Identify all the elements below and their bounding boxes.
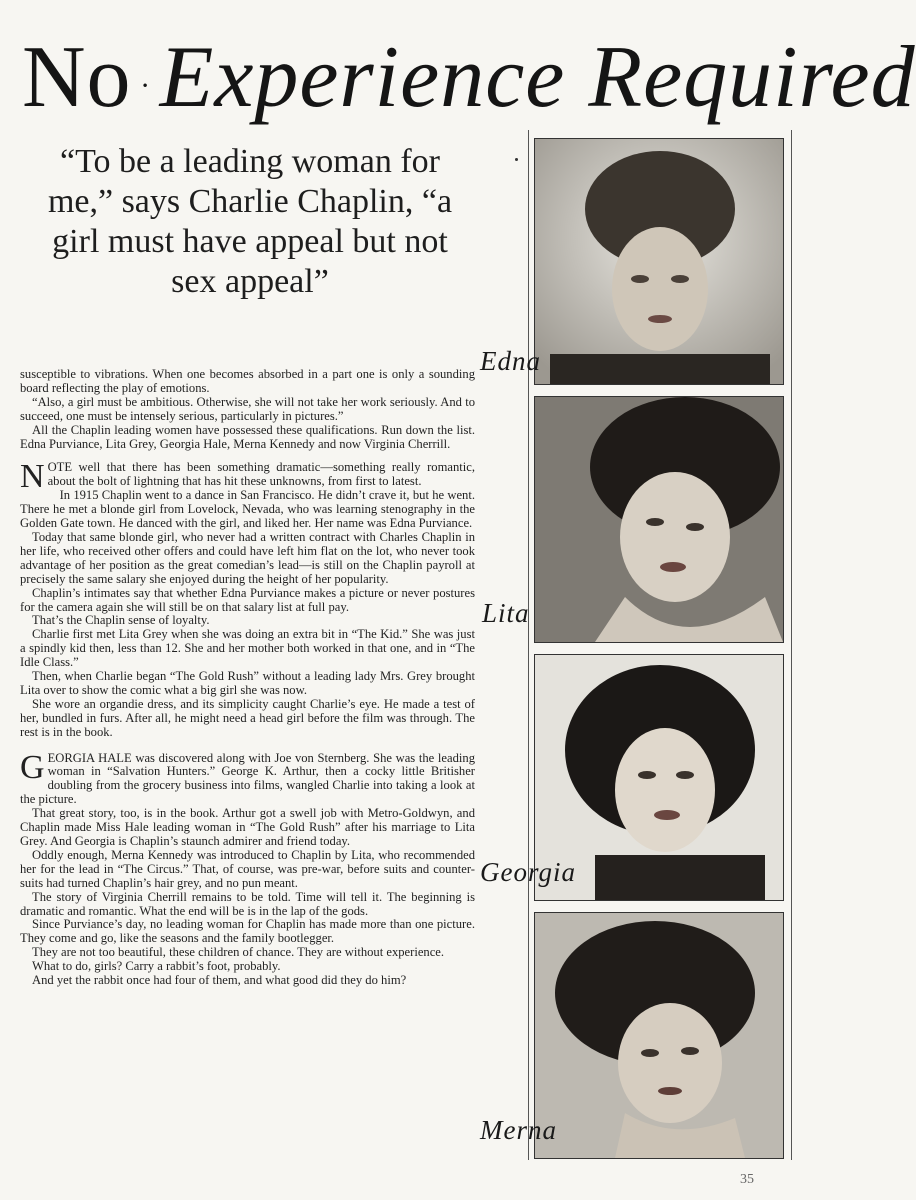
body-paragraph: All the Chaplin leading women have possessed these qualifications. Run down the list. Edna Purviance, Lita Grey, Georgia Hale, Merna Kennedy and now Virginia Cherrill. — [20, 422, 475, 451]
body-paragraph: That’s the Chaplin sense of loyalty. — [32, 613, 210, 628]
body-paragraph: In 1915 Chaplin went to a dance in San Francisco. He didn’t crave it, but he went. There he met a blonde girl from Lovelock, Nevada, who was learning stenography in the Golden Gate town. He danced with the girl, and liked her. Her name was Edna Purviance. — [20, 488, 475, 531]
headline-word-experience: Experience — [159, 29, 566, 126]
body-paragraph: Since Purviance’s day, no leading woman for Chaplin has made more than one picture. They come and go, like the seasons and the family bootlegger. — [20, 917, 475, 946]
body-paragraph: The story of Virginia Cherrill remains to be told. Time will tell it. The beginning is dramatic and romantic. What the end will be is in the lap of the gods. — [20, 889, 475, 918]
drop-cap: G — [20, 748, 45, 786]
body-paragraph: Then, when Charlie began “The Gold Rush” without a leading lady Mrs. Grey brought Lita over to show the comic what a big girl she was now. — [20, 669, 475, 697]
portrait-photo-lita — [534, 396, 784, 643]
headline-word-no: No — [22, 29, 132, 126]
portrait-photo-edna — [534, 138, 784, 385]
body-paragraph: They are not too beautiful, these children of chance. They are without experience. — [32, 945, 445, 960]
body-paragraph: And yet the rabbit once had four of them, and what good did they do him? — [32, 973, 407, 988]
ornament-dot — [515, 158, 518, 161]
drop-cap: N — [20, 458, 45, 496]
portrait-caption-merna: Merna — [480, 1115, 557, 1145]
page-number: 35 — [740, 1172, 754, 1187]
body-paragraph-dropcap — [20, 748, 475, 808]
body-paragraph: Chaplin’s intimates say that whether Edna Purviance makes a picture or never postures for the camera again she will still be on that salary list at full pay. — [20, 585, 475, 614]
body-paragraph-text: OTE well that there has been something dramatic—something really romantic, about the bolt of lightning that has hit these unknowns, from first to latest. — [47, 460, 475, 489]
body-paragraph: What to do, girls? Carry a rabbit’s foot, probably. — [32, 959, 281, 974]
portrait-photo-merna — [534, 912, 784, 1159]
article-body — [20, 368, 475, 988]
portrait-caption-lita: Lita — [482, 598, 530, 628]
portrait-caption-edna: Edna — [480, 346, 541, 376]
body-paragraph: “Also, a girl must be ambitious. Otherwise, she will not take her work seriously. And to succeed, one must be intensely serious, particularly in pictures.” — [20, 394, 475, 423]
body-paragraph: She wore an organdie dress, and its simplicity caught Charlie’s eye. He made a test of her, bundled in furs. After all, he might need a head girl before the film was through. The rest is in the book. — [20, 696, 475, 739]
body-paragraph: Oddly enough, Merna Kennedy was introduced to Chaplin by Lita, who recommended her for the lead in “The Circus.” That, of course, was pre-war, before suits and counter-suits had turned Chaplin’s hair grey, and no pun meant. — [20, 847, 475, 890]
body-paragraph: Today that same blonde girl, who never had a written contract with Charles Chaplin in her life, who received other offers and could have left him flat on the lot, who never took advantage of her position as the great comedian’s lead—is still on the Chaplin payroll at precisely the same salary she enjoyed during the height of her popularity. — [20, 529, 475, 586]
headline-word-required: Required — [588, 29, 916, 126]
body-paragraph: susceptible to vibrations. When one becomes absorbed in a part one is only a sounding board reflecting the play of emotions. — [20, 367, 475, 395]
body-paragraph-text: EORGIA HALE was discovered along with Joe von Sternberg. She was the leading woman in “Salvation Hunters.” George K. Arthur, then a cocky little Britisher doubling from the grocery business into films, wangled Charlie into taking a look at the picture. — [20, 750, 475, 807]
article-deck: “To be a leading woman for me,” says Charlie Chaplin, “a girl must have appeal but not sex appeal” — [47, 143, 453, 300]
portrait-strip — [528, 130, 792, 1160]
body-paragraph: That great story, too, is in the book. Arthur got a swell job with Metro-Goldwyn, and Chaplin made Miss Hale leading woman in “The Gold Rush” after his marriage to Lita Grey. And Georgia is Chaplin’s staunch admirer and friend today. — [20, 806, 475, 848]
body-paragraph-dropcap — [20, 458, 475, 496]
article-headline: No · Experience Required — [22, 29, 916, 126]
portrait-caption-georgia: Georgia — [480, 857, 576, 887]
body-paragraph: Charlie first met Lita Grey when she was doing an extra bit in “The Kid.” She was just a spindly kid then, less than 12. She and her mother both worked in that one, and in “The Idle Class.” — [20, 627, 475, 670]
